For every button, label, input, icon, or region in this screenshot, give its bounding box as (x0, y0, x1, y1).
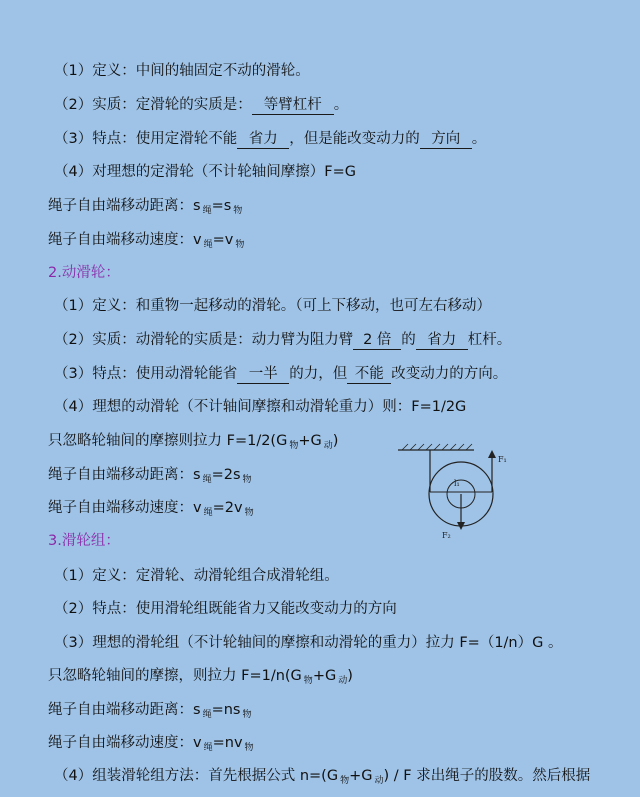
fixed-pulley-definition: （1）定义：中间的轴固定不动的滑轮。 (54, 63, 310, 79)
movable-pulley-speed: 绳子自由端移动速度：v $_绳$=2v $_物$ (48, 500, 254, 518)
fixed-pulley-distance: 绳子自由端移动距离：s $_绳$=s $_物$ (48, 198, 243, 216)
essence-answer-blank-2: 省力 (416, 331, 468, 350)
force-label: F₁ (498, 455, 507, 464)
movable-pulley-essence: （2）实质：动滑轮的实质是：动力臂为阻力臂 2 倍 的 省力 杠杆。 (54, 332, 512, 348)
pulley-block-assembly: （4）组装滑轮组方法：首先根据公式 n=(G $_物$+G $_动$) / F 求出绳子的股数。然后根据 (54, 768, 591, 786)
essence-answer-blank-1: 2 倍 (353, 331, 401, 350)
section-heading-pulley-block: 3.滑轮组： (48, 533, 120, 549)
pulley-block-feature: （2）特点：使用滑轮组既能省力又能改变动力的方向 (54, 601, 397, 617)
weight-label: F₂ (442, 531, 451, 540)
force-arrow-head (488, 450, 496, 458)
essence-answer-blank: 等臂杠杆 (252, 96, 334, 115)
pulley-block-ideal: （3）理想的滑轮组（不计轮轴间的摩擦和动滑轮的重力）拉力 F=（1/n）G 。 (54, 635, 563, 651)
fixed-pulley-speed: 绳子自由端移动速度：v $_绳$=v $_物$ (48, 232, 245, 250)
pulley-block-friction: 只忽略轮轴间的摩擦，则拉力 F=1/n(G $_物$+G $_动$) (48, 668, 353, 686)
fixed-pulley-essence: （2）实质：定滑轮的实质是： 等臂杠杆 。 (54, 97, 349, 113)
fixed-pulley-feature: （3）特点：使用定滑轮不能 省力 ，但是能改变动力的 方向 。 (54, 131, 487, 147)
arm-label: l₁ (454, 479, 460, 488)
pulley-block-definition: （1）定义：定滑轮、动滑轮组合成滑轮组。 (54, 568, 339, 584)
section-heading-movable-pulley: 2.动滑轮： (48, 265, 120, 281)
feature-answer-blank-2: 方向 (420, 130, 472, 149)
movable-pulley-diagram (394, 440, 524, 540)
pulley-block-distance: 绳子自由端移动距离：s $_绳$=ns $_物$ (48, 702, 252, 720)
movable-pulley-ideal: （4）理想的动滑轮（不计轴间摩擦和动滑轮重力）则：F=1/2G (54, 399, 467, 415)
feature-answer-blank-1: 一半 (237, 365, 289, 384)
fixed-pulley-ideal: （4）对理想的定滑轮（不计轮轴间摩擦）F=G (54, 164, 356, 180)
movable-pulley-definition: （1）定义：和重物一起移动的滑轮。（可上下移动，也可左右移动） (54, 298, 491, 314)
movable-pulley-feature: （3）特点：使用动滑轮能省 一半 的力，但 不能 改变动力的方向。 (54, 366, 508, 382)
pulley-block-speed: 绳子自由端移动速度：v $_绳$=nv $_物$ (48, 735, 254, 753)
ceiling-support (398, 444, 474, 450)
movable-pulley-distance: 绳子自由端移动距离：s $_绳$=2s $_物$ (48, 467, 252, 485)
feature-answer-blank-2: 不能 (347, 365, 391, 384)
feature-answer-blank-1: 省力 (237, 130, 289, 149)
movable-pulley-friction: 只忽略轮轴间的摩擦则拉力 F=1/2(G $_物$+G $_动$) (48, 433, 339, 451)
